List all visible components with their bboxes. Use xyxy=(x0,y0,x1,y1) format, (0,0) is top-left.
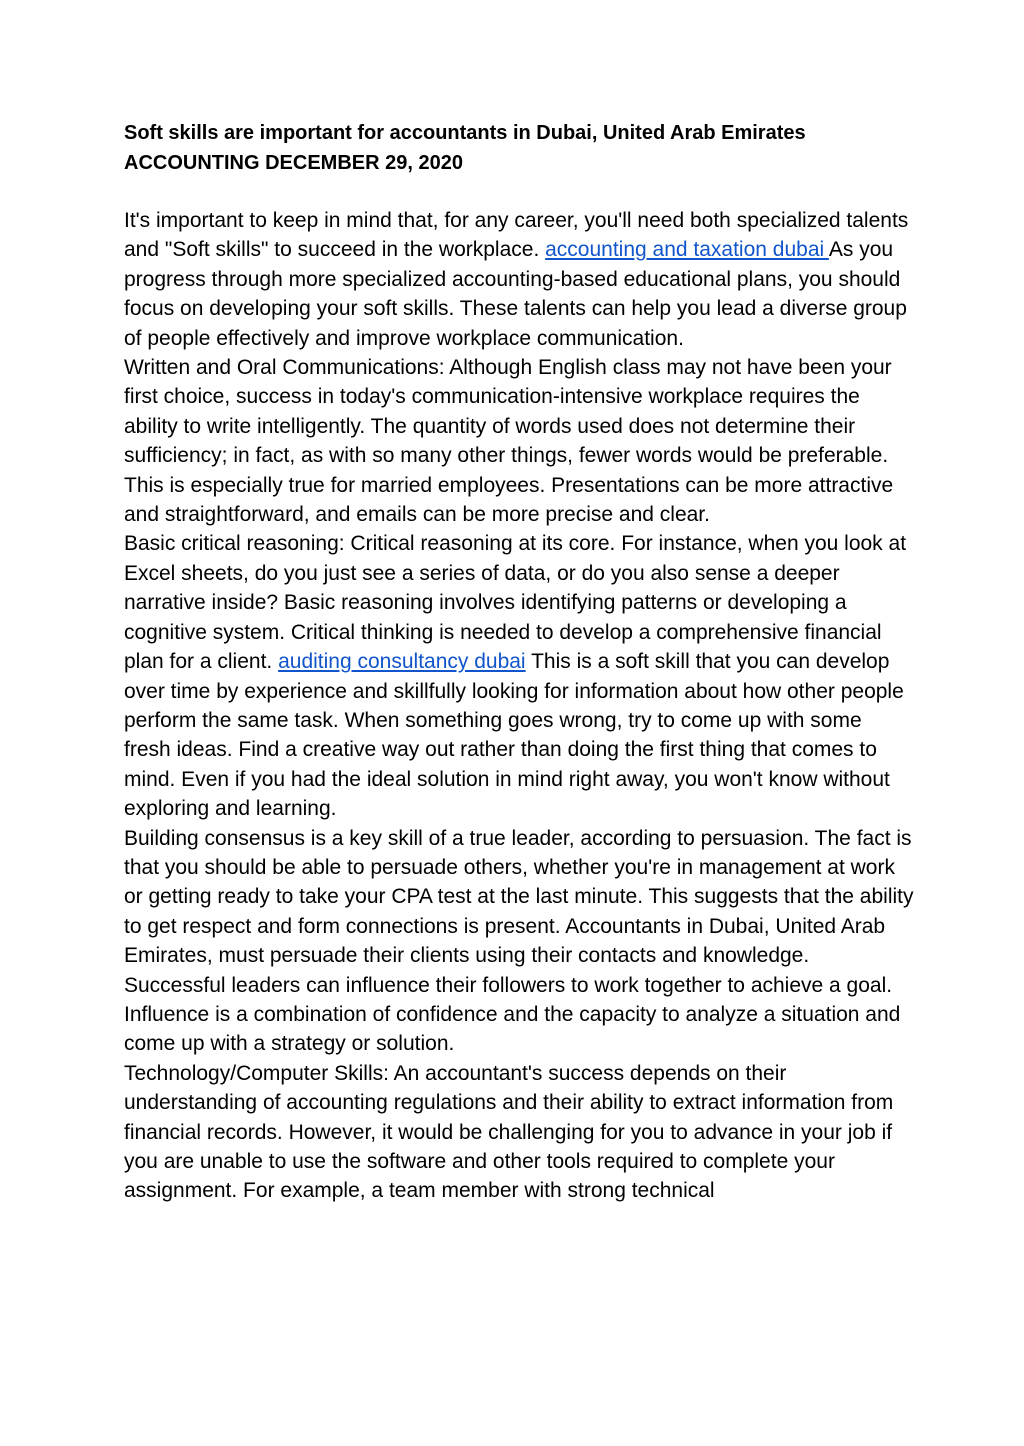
document-category-date: ACCOUNTING DECEMBER 29, 2020 xyxy=(124,152,463,174)
paragraph-text: This is a soft skill that you can develop over time by experience and skillfully looking for information about how other people perform the same task. When something goes wrong, try to come up with some fresh ideas. Find a creative way out rather than doing the first thing that comes to mind. Even if you had the ideal solution in mind right away, you won't know without exploring and learning. xyxy=(124,650,904,821)
paragraph-critical-reasoning xyxy=(124,529,914,823)
document-title: Soft skills are important for accountants in Dubai, United Arab Emirates xyxy=(124,122,806,144)
paragraph-persuasion: Building consensus is a key skill of a true leader, according to persuasion. The fact is that you should be able to persuade others, whether you're in management at work or getting ready to take your CPA test at the last minute. This suggests that the ability to get respect and form connections is present. Accountants in Dubai, United Arab Emirates, must persuade their clients using their contacts and knowledge. Successful leaders can influence their followers to work together to achieve a goal. Influence is a combination of confidence and the capacity to analyze a situation and come up with a strategy or solution. xyxy=(124,826,914,1056)
paragraph-intro xyxy=(124,206,914,353)
blank-line xyxy=(124,178,914,206)
paragraph-text: It's important to keep in mind that, for any career, you'll need both specialized talents and "Soft skills" to succeed in the workplace. xyxy=(124,209,909,262)
paragraph-communications: Written and Oral Communications: Although English class may not have been your first choice, success in today's communication-intensive workplace requires the ability to write intelligently. The quantity of words used does not determine their sufficiency; in fact, as with so many other things, fewer words would be preferable. This is especially true for married employees. Presentations can be more attractive and straightforward, and emails can be more precise and clear. xyxy=(124,356,894,527)
paragraph-technology: Technology/Computer Skills: An accountant's success depends on their understanding of accounting regulations and their ability to extract information from financial records. However, it would be challenging for you to advance in your job if you are unable to use the software and other tools required to complete your assignment. For example, a team member with strong technical xyxy=(124,1061,894,1203)
paragraph-text: Basic critical reasoning: Critical reasoning at its core. For instance, when you look at Excel sheets, do you just see a series of data, or do you also sense a deeper narrative inside? Basic reasoning involves identifying patterns or developing a cognitive system. Critical thinking is needed to develop a comprehensive financial plan for a client. xyxy=(124,532,907,674)
accounting-taxation-link[interactable]: accounting and taxation dubai xyxy=(545,238,829,262)
document-content xyxy=(124,118,914,1206)
auditing-consultancy-link[interactable]: auditing consultancy dubai xyxy=(278,650,526,674)
paragraph-text: As you progress through more specialized accounting-based educational plans, you should focus on developing your soft skills. These talents can help you lead a diverse group of people effectively and improve workplace communication. xyxy=(124,238,907,350)
